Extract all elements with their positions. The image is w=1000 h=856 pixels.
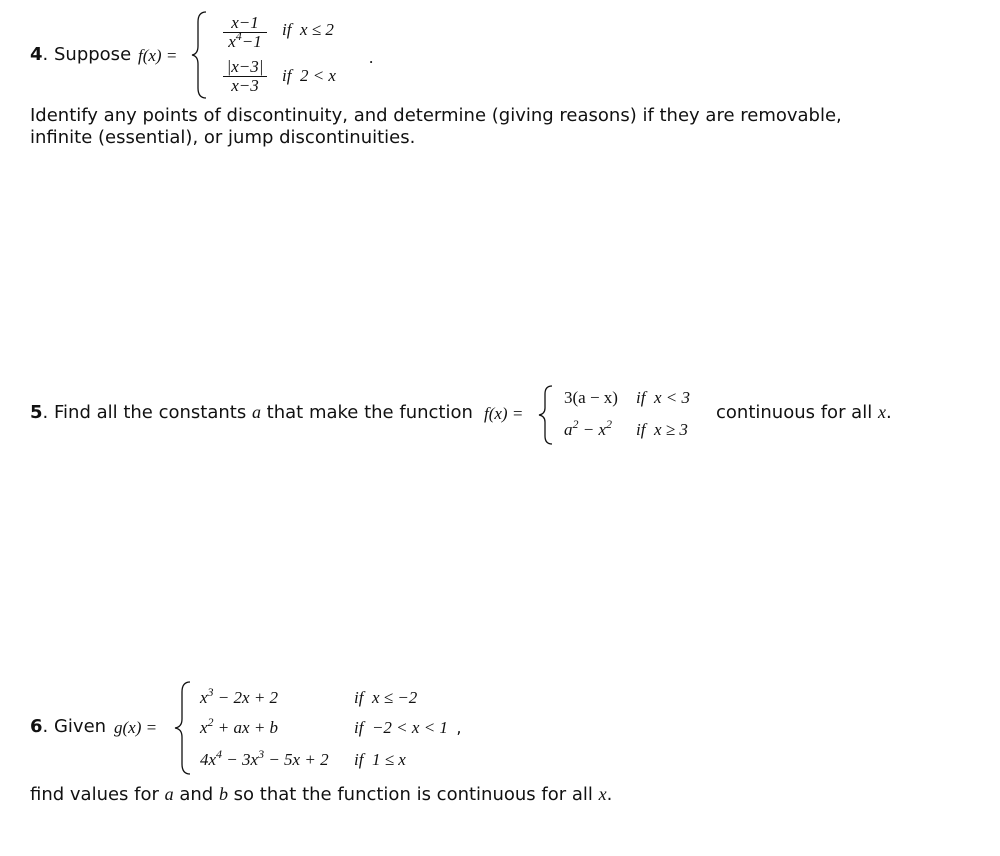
problem-5-function-name: f(x) = xyxy=(484,404,524,423)
problem-4-instruction-line-2: infinite (essential), or jump discontinuities. xyxy=(30,127,416,148)
problem-4-piece2-condition: if 2 < x xyxy=(282,66,336,85)
problem-4-piece1-condition: if x ≤ 2 xyxy=(282,20,334,39)
problem-6-dot: . xyxy=(42,716,49,737)
problem-5-statement xyxy=(30,402,473,423)
problem-4-piece1-numerator: x−1 xyxy=(231,13,259,32)
problem-5-piece1-condition: if x < 3 xyxy=(636,388,690,407)
problem-6-number: 6 xyxy=(30,716,43,737)
problem-6-brace xyxy=(172,680,194,776)
problem-6-piece3-condition: if 1 ≤ x xyxy=(354,750,406,769)
problem-4-number: 4 xyxy=(30,44,43,65)
problem-6-var-a: a xyxy=(164,784,174,804)
problem-5-number: 5 xyxy=(30,402,43,423)
problem-5-piece2-condition: if x ≥ 3 xyxy=(636,420,688,439)
problem-6-var-b: b xyxy=(218,784,228,804)
problem-6-piece3: $4x^4 - 3x^3 - 5x + 2$ xyxy=(200,747,329,769)
problem-5-var-a: a xyxy=(251,402,261,422)
problem-4-brace xyxy=(190,10,210,100)
problem-5-text-before-a: Find all the constants xyxy=(48,402,252,423)
problem-6-final-instruction: find values for a and b so that the function is continuous for all x. xyxy=(30,784,613,805)
problem-5-var-x: x xyxy=(877,402,886,422)
problem-5-dot: . xyxy=(42,402,49,423)
problem-5-text-after-a: that make the function xyxy=(260,402,473,423)
problem-4-piece2-fraction xyxy=(222,58,268,95)
problem-4-dot: . xyxy=(42,44,49,65)
problem-5-piece1-expr: 3(a − x) xyxy=(564,388,618,407)
problem-6-intro: Given xyxy=(48,716,107,737)
problem-4-end-period: . xyxy=(369,48,374,67)
problem-5-brace xyxy=(536,384,556,446)
problem-6-piece2: $x^2$ + ax + b xyxy=(200,715,279,737)
problem-4-instruction-line-1: Identify any points of discontinuity, and determine (giving reasons) if they are removable, xyxy=(30,105,842,126)
problem-6-piece2-condition: if −2 < x < 1 , xyxy=(354,718,462,737)
problem-6-piece1-condition: if x ≤ −2 xyxy=(354,688,418,707)
problem-6-function-name: g(x) = xyxy=(114,718,158,737)
problem-6-piece1: $x^3 - 2x + 2$ xyxy=(200,685,279,707)
problem-4-intro: Suppose xyxy=(48,44,132,65)
problem-4-piece1-fraction xyxy=(222,14,268,51)
problem-4-piece2-denominator: x−3 xyxy=(231,76,259,95)
problem-5-piece2: $a^2 - x^2$ xyxy=(564,417,613,439)
problem-4-function-name: f(x) = xyxy=(138,46,178,65)
problem-5-statement-end: continuous for all x. xyxy=(716,402,892,423)
problem-4-statement xyxy=(30,44,131,65)
problem-5-piece1 xyxy=(564,388,618,408)
problem-4-piece1-denominator: $x^4-1$ xyxy=(228,29,262,51)
problem-4-piece2-numerator: |x−3| xyxy=(226,57,264,76)
problem-6-var-x: x xyxy=(598,784,607,804)
problem-6-statement xyxy=(30,716,106,737)
